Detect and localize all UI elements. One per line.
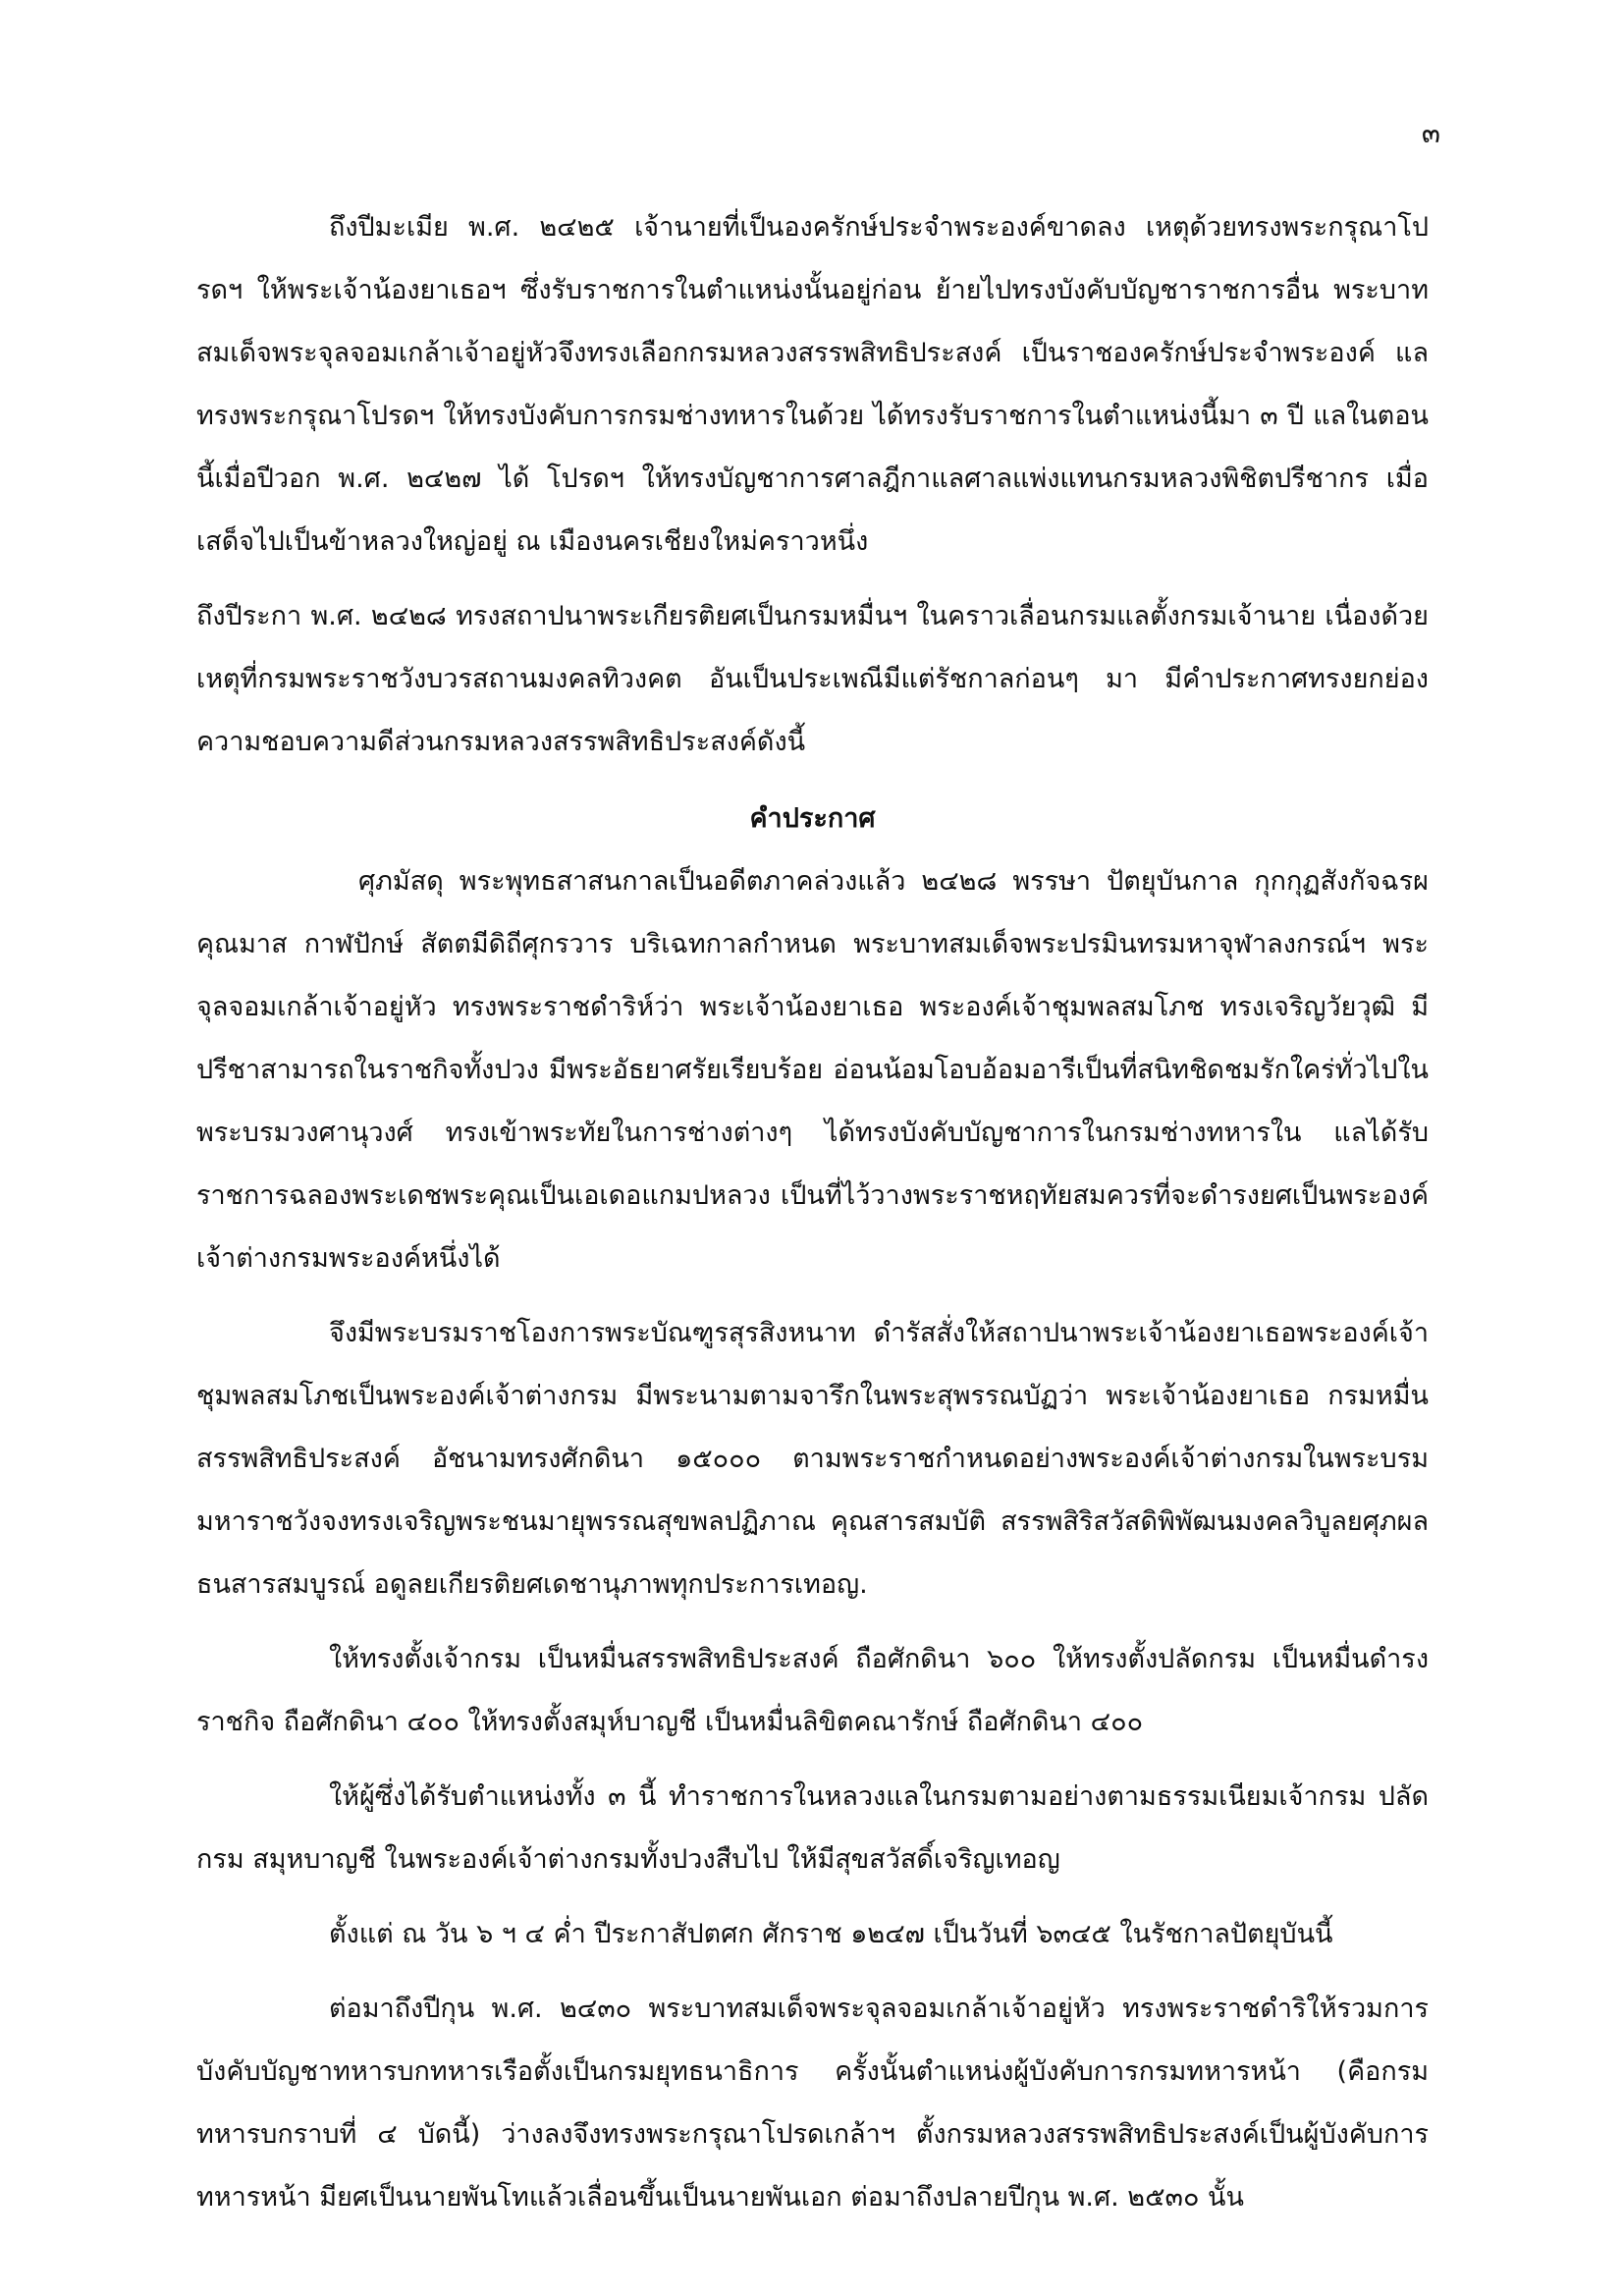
announcement-paragraph: ให้ผู้ซึ่งได้รับตำแหน่งทั้ง ๓ นี้ ทำราชการในหลวงแลในกรมตามอย่างตามธรรมเนียมเจ้ากรม ปลัดกรม สมุหบาญชี ในพระองค์เจ้าต่างกรมทั้งปวงสืบไป ให้มีสุขสวัสดิ์เจริญเทอญ	[196, 1781, 1429, 1875]
document-body	[196, 196, 1429, 2229]
announcement-date-line: ตั้งแต่ ณ วัน ๖ ฯ ๔ ค่ำ ปีระกาสัปตศก ศักราช ๑๒๔๗ เป็นวันที่ ๖๓๔๕ ในรัชกาลปัตยุบันนี้	[329, 1919, 1333, 1949]
announcement-title: คำประกาศ	[749, 803, 876, 834]
announcement-paragraph: ให้ทรงตั้งเจ้ากรม เป็นหมื่นสรรพสิทธิประสงค์ ถือศักดินา ๖๐๐ ให้ทรงตั้งปลัดกรม เป็นหมื่นดำรงราชกิจ ถือศักดินา ๔๐๐ ให้ทรงตั้งสมุห์บาญชี เป็นหมื่นลิขิตคณารักษ์ ถือศักดินา ๔๐๐	[196, 1644, 1429, 1737]
page-number: ๓	[1421, 117, 1440, 149]
paragraph-year-2430: ต่อมาถึงปีกุน พ.ศ. ๒๔๓๐ พระบาทสมเด็จพระจุลจอมเกล้าเจ้าอยู่หัว ทรงพระราชดำริให้รวมการบังคับบัญชาทหารบกทหารเรือตั้งเป็นกรมยุทธนาธิการ ครั้งนั้นตำแหน่งผู้บังคับการกรมทหารหน้า (คือกรมทหารบกราบที่ ๔ บัดนี้) ว่างลงจึงทรงพระกรุณาโปรดเกล้าฯ ตั้งกรมหลวงสรรพสิทธิประสงค์เป็นผู้บังคับการทหารหน้า มียศเป็นนายพันโทแล้วเลื่อนขึ้นเป็นนายพันเอก ต่อมาถึงปลายปีกุน พ.ศ. ๒๕๓๐ นั้น	[196, 1994, 1429, 2213]
announcement-paragraph: ศุภมัสดุ พระพุทธสาสนกาลเป็นอดีตภาคล่วงแล้ว ๒๔๒๘ พรรษา ปัตยุบันกาล กุกกุฏสังกัจฉรผคุณมาส กาฬปักษ์ สัตตมีดิถีศุกรวาร บริเฉทกาลกำหนด พระบาทสมเด็จพระปรมินทรมหาจุฬาลงกรณ์ฯ พระจุลจอมเกล้าเจ้าอยู่หัว ทรงพระราชดำริห์ว่า พระเจ้าน้องยาเธอ พระองค์เจ้าชุมพลสมโภช ทรงเจริญวัยวุฒิ มีปรีชาสามารถในราชกิจทั้งปวง มีพระอัธยาศรัยเรียบร้อย อ่อนน้อมโอบอ้อมอารีเป็นที่สนิทชิดชมรักใคร่ทั่วไปในพระบรมวงศานุวงศ์ ทรงเข้าพระทัยในการช่างต่างๆ ได้ทรงบังคับบัญชาการในกรมช่างทหารใน แลได้รับราชการฉลองพระเดชพระคุณเป็นเอเดอแกมปหลวง เป็นที่ไว้วางพระราชหฤทัยสมควรที่จะดำรงยศเป็นพระองค์เจ้าต่างกรมพระองค์หนึ่งได้	[196, 866, 1429, 1274]
announcement-section	[196, 788, 1429, 1966]
announcement-paragraph: จึงมีพระบรมราชโองการพระบัณฑูรสุรสิงหนาท ดำรัสสั่งให้สถาปนาพระเจ้าน้องยาเธอพระองค์เจ้าชุมพลสมโภชเป็นพระองค์เจ้าต่างกรม มีพระนามตามจารึกในพระสุพรรณบัฏว่า พระเจ้าน้องยาเธอ กรมหมื่นสรรพสิทธิประสงค์ อัชนามทรงศักดินา ๑๕๐๐๐ ตามพระราชกำหนดอย่างพระองค์เจ้าต่างกรมในพระบรมมหาราชวังจงทรงเจริญพระชนมายุพรรณสุขพลปฏิภาณ คุณสารสมบัติ สรรพสิริสวัสดิพิพัฒนมงคลวิบูลยศุภผลธนสารสมบูรณ์ อดูลยเกียรติยศเดชานุภาพทุกประการเทอญ.	[196, 1318, 1429, 1600]
paragraph-year-2428: ถึงปีระกา พ.ศ. ๒๔๒๘ ทรงสถาปนาพระเกียรติยศเป็นกรมหมื่นฯ ในคราวเลื่อนกรมแลตั้งกรมเจ้านาย เนื่องด้วยเหตุที่กรมพระราชวังบวรสถานมงคลทิวงคต อันเป็นประเพณีมีแต่รัชกาลก่อนๆ มา มีคำประกาศทรงยกย่องความชอบความดีส่วนกรมหลวงสรรพสิทธิประสงค์ดังนี้	[196, 601, 1429, 757]
paragraph-year-2425: ถึงปีมะเมีย พ.ศ. ๒๔๒๕ เจ้านายที่เป็นองครักษ์ประจำพระองค์ขาดลง เหตุด้วยทรงพระกรุณาโปรดฯ ให้พระเจ้าน้องยาเธอฯ ซึ่งรับราชการในตำแหน่งนั้นอยู่ก่อน ย้ายไปทรงบังคับบัญชาราชการอื่น พระบาทสมเด็จพระจุลจอมเกล้าเจ้าอยู่หัวจึงทรงเลือกกรมหลวงสรรพสิทธิประสงค์ เป็นราชองครักษ์ประจำพระองค์ แลทรงพระกรุณาโปรดฯ ให้ทรงบังคับการกรมช่างทหารในด้วย ได้ทรงรับราชการในตำแหน่งนี้มา ๓ ปี แลในตอนนี้เมื่อปีวอก พ.ศ. ๒๔๒๗ ได้ โปรดฯ ให้ทรงบัญชาการศาลฎีกาแลศาลแพ่งแทนกรมหลวงพิชิตปรีชากร เมื่อ เสด็จไปเป็นข้าหลวงใหญ่อยู่ ณ เมืองนครเชียงใหม่คราวหนึ่ง	[196, 212, 1429, 557]
